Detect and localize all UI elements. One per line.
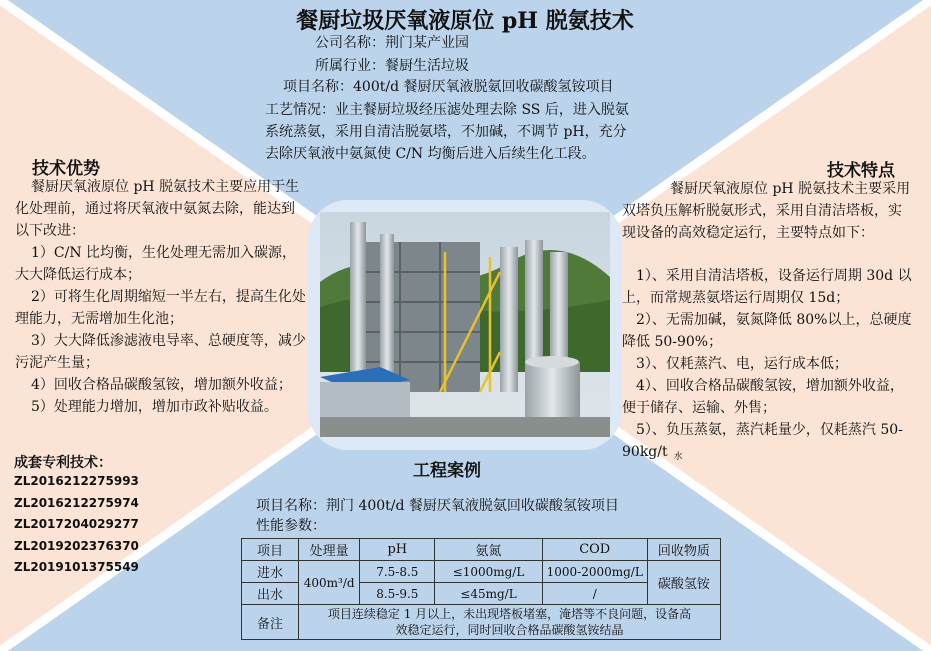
company-name: 公司名称：荆门某产业园: [315, 35, 469, 51]
process-line-3: 去除厌氧液中氨氮使 C/N 均衡后进入后续生化工段。: [265, 146, 596, 162]
process-line-1: 工艺情况：业主餐厨垃圾经压滤处理去除 SS 后，进入脱氨: [265, 102, 629, 118]
note-cell: [299, 605, 721, 640]
note-line: 项目连续稳定 1 月以上，未出现塔板堵塞，淹塔等不良问题，设备高: [327, 607, 692, 621]
feature-item-text: 5）、负压蒸氨，蒸汽耗量少，仅耗蒸汽 50-90kg/t: [622, 422, 903, 460]
patents-list: [14, 471, 139, 579]
plant-photo: [320, 212, 610, 437]
row-label: 备注: [242, 605, 299, 640]
table-row: [242, 561, 721, 583]
table-cell: 8.5-9.5: [360, 583, 435, 605]
table-header: pH: [360, 539, 435, 561]
advantage-item: 1）C/N 比均衡，生化处理无需加入碳源，大大降低运行成本；: [15, 245, 297, 283]
table-cell: 7.5-8.5: [360, 561, 435, 583]
feature-item: 1）、采用自清洁塔板，设备运行周期 30d 以上，而常规蒸氨塔运行周期仅 15d；: [622, 268, 912, 306]
plant-photo-icon: [320, 212, 610, 437]
feature-item: [622, 419, 914, 468]
performance-table: [241, 538, 721, 640]
table-cell: ≤1000mg/L: [435, 561, 542, 583]
recovered-cell: 碳酸氢铵: [647, 561, 720, 605]
table-header: 回收物质: [647, 539, 720, 561]
feature-item: 2）、无需加碱，氨氮降低 80%以上，总硬度降低 50-90%；: [622, 312, 912, 350]
feature-tail-mark: 水: [673, 452, 683, 462]
table-header: 处理量: [299, 539, 360, 561]
capacity-cell: 400m³/d: [299, 561, 360, 605]
page-title: 餐厨垃圾厌氧液原位 pH 脱氨技术: [296, 8, 634, 34]
advantages-list: [15, 242, 307, 418]
row-label: 进水: [242, 561, 299, 583]
table-header: COD: [542, 539, 647, 561]
table-cell: ≤45mg/L: [435, 583, 542, 605]
features-intro: 餐厨厌氧液原位 pH 脱氨技术主要采用双塔负压解析脱氨形式，采用自清洁塔板，实现设备的高效稳定运行，主要特点如下：: [622, 181, 911, 241]
case-heading: 工程案例: [413, 461, 481, 481]
perf-label: 性能参数：: [256, 518, 326, 534]
row-label: 出水: [242, 583, 299, 605]
advantages-intro: 餐厨厌氧液原位 pH 脱氨技术主要应用于生化处理前，通过将厌氧液中氨氮去除，能达到以下改进：: [15, 179, 300, 239]
patent-number: ZL2016212275993: [14, 474, 139, 488]
project-name: 项目名称：400t/d 餐厨厌氧液脱氨回收碳酸氢铵项目: [283, 79, 614, 95]
patent-number: ZL2019101375549: [14, 560, 139, 575]
patent-number: ZL2019202376370: [14, 538, 139, 553]
advantages-heading: 技术优势: [32, 159, 100, 179]
case-project: 项目名称：荆门 400t/d 餐厨厌氧液脱氨回收碳酸氢铵项目: [256, 498, 619, 514]
process-line-2: 系统蒸氨，采用自清洁脱氨塔，不加碱，不调节 pH，充分: [265, 124, 627, 140]
advantage-item: 4）回收合格品碳酸氢铵，增加额外收益；: [31, 377, 292, 393]
table-cell: /: [542, 583, 647, 605]
advantage-item: 5）处理能力增加，增加市政补贴收益。: [31, 399, 278, 415]
table-header-row: [242, 539, 721, 561]
advantage-item: 2）可将生化周期缩短一半左右，提高生化处理能力，无需增加生化池；: [15, 289, 306, 327]
table-cell: 1000-2000mg/L: [542, 561, 647, 583]
table-header: 项目: [242, 539, 299, 561]
feature-item: 3）、仅耗蒸汽、电，运行成本低；: [636, 356, 848, 372]
industry: 所属行业：餐厨生活垃圾: [315, 58, 469, 74]
feature-item: 4）、回收合格品碳酸氢铵，增加额外收益，便于储存、运输、外售；: [622, 378, 904, 416]
patent-number: ZL2016212275974: [14, 495, 139, 510]
table-header: 氨氮: [435, 539, 542, 561]
features-heading: 技术特点: [827, 161, 895, 181]
patent-number: ZL2017204029277: [14, 517, 139, 532]
table-row: [242, 605, 721, 640]
features-list: [622, 265, 914, 468]
patents-heading: 成套专利技术：: [14, 455, 112, 471]
advantage-item: 3）大大降低渗滤液电导率、总硬度等，减少污泥产生量；: [15, 333, 306, 371]
note-line: 效稳定运行，同时回收合格品碳酸氢铵结晶: [395, 623, 624, 637]
